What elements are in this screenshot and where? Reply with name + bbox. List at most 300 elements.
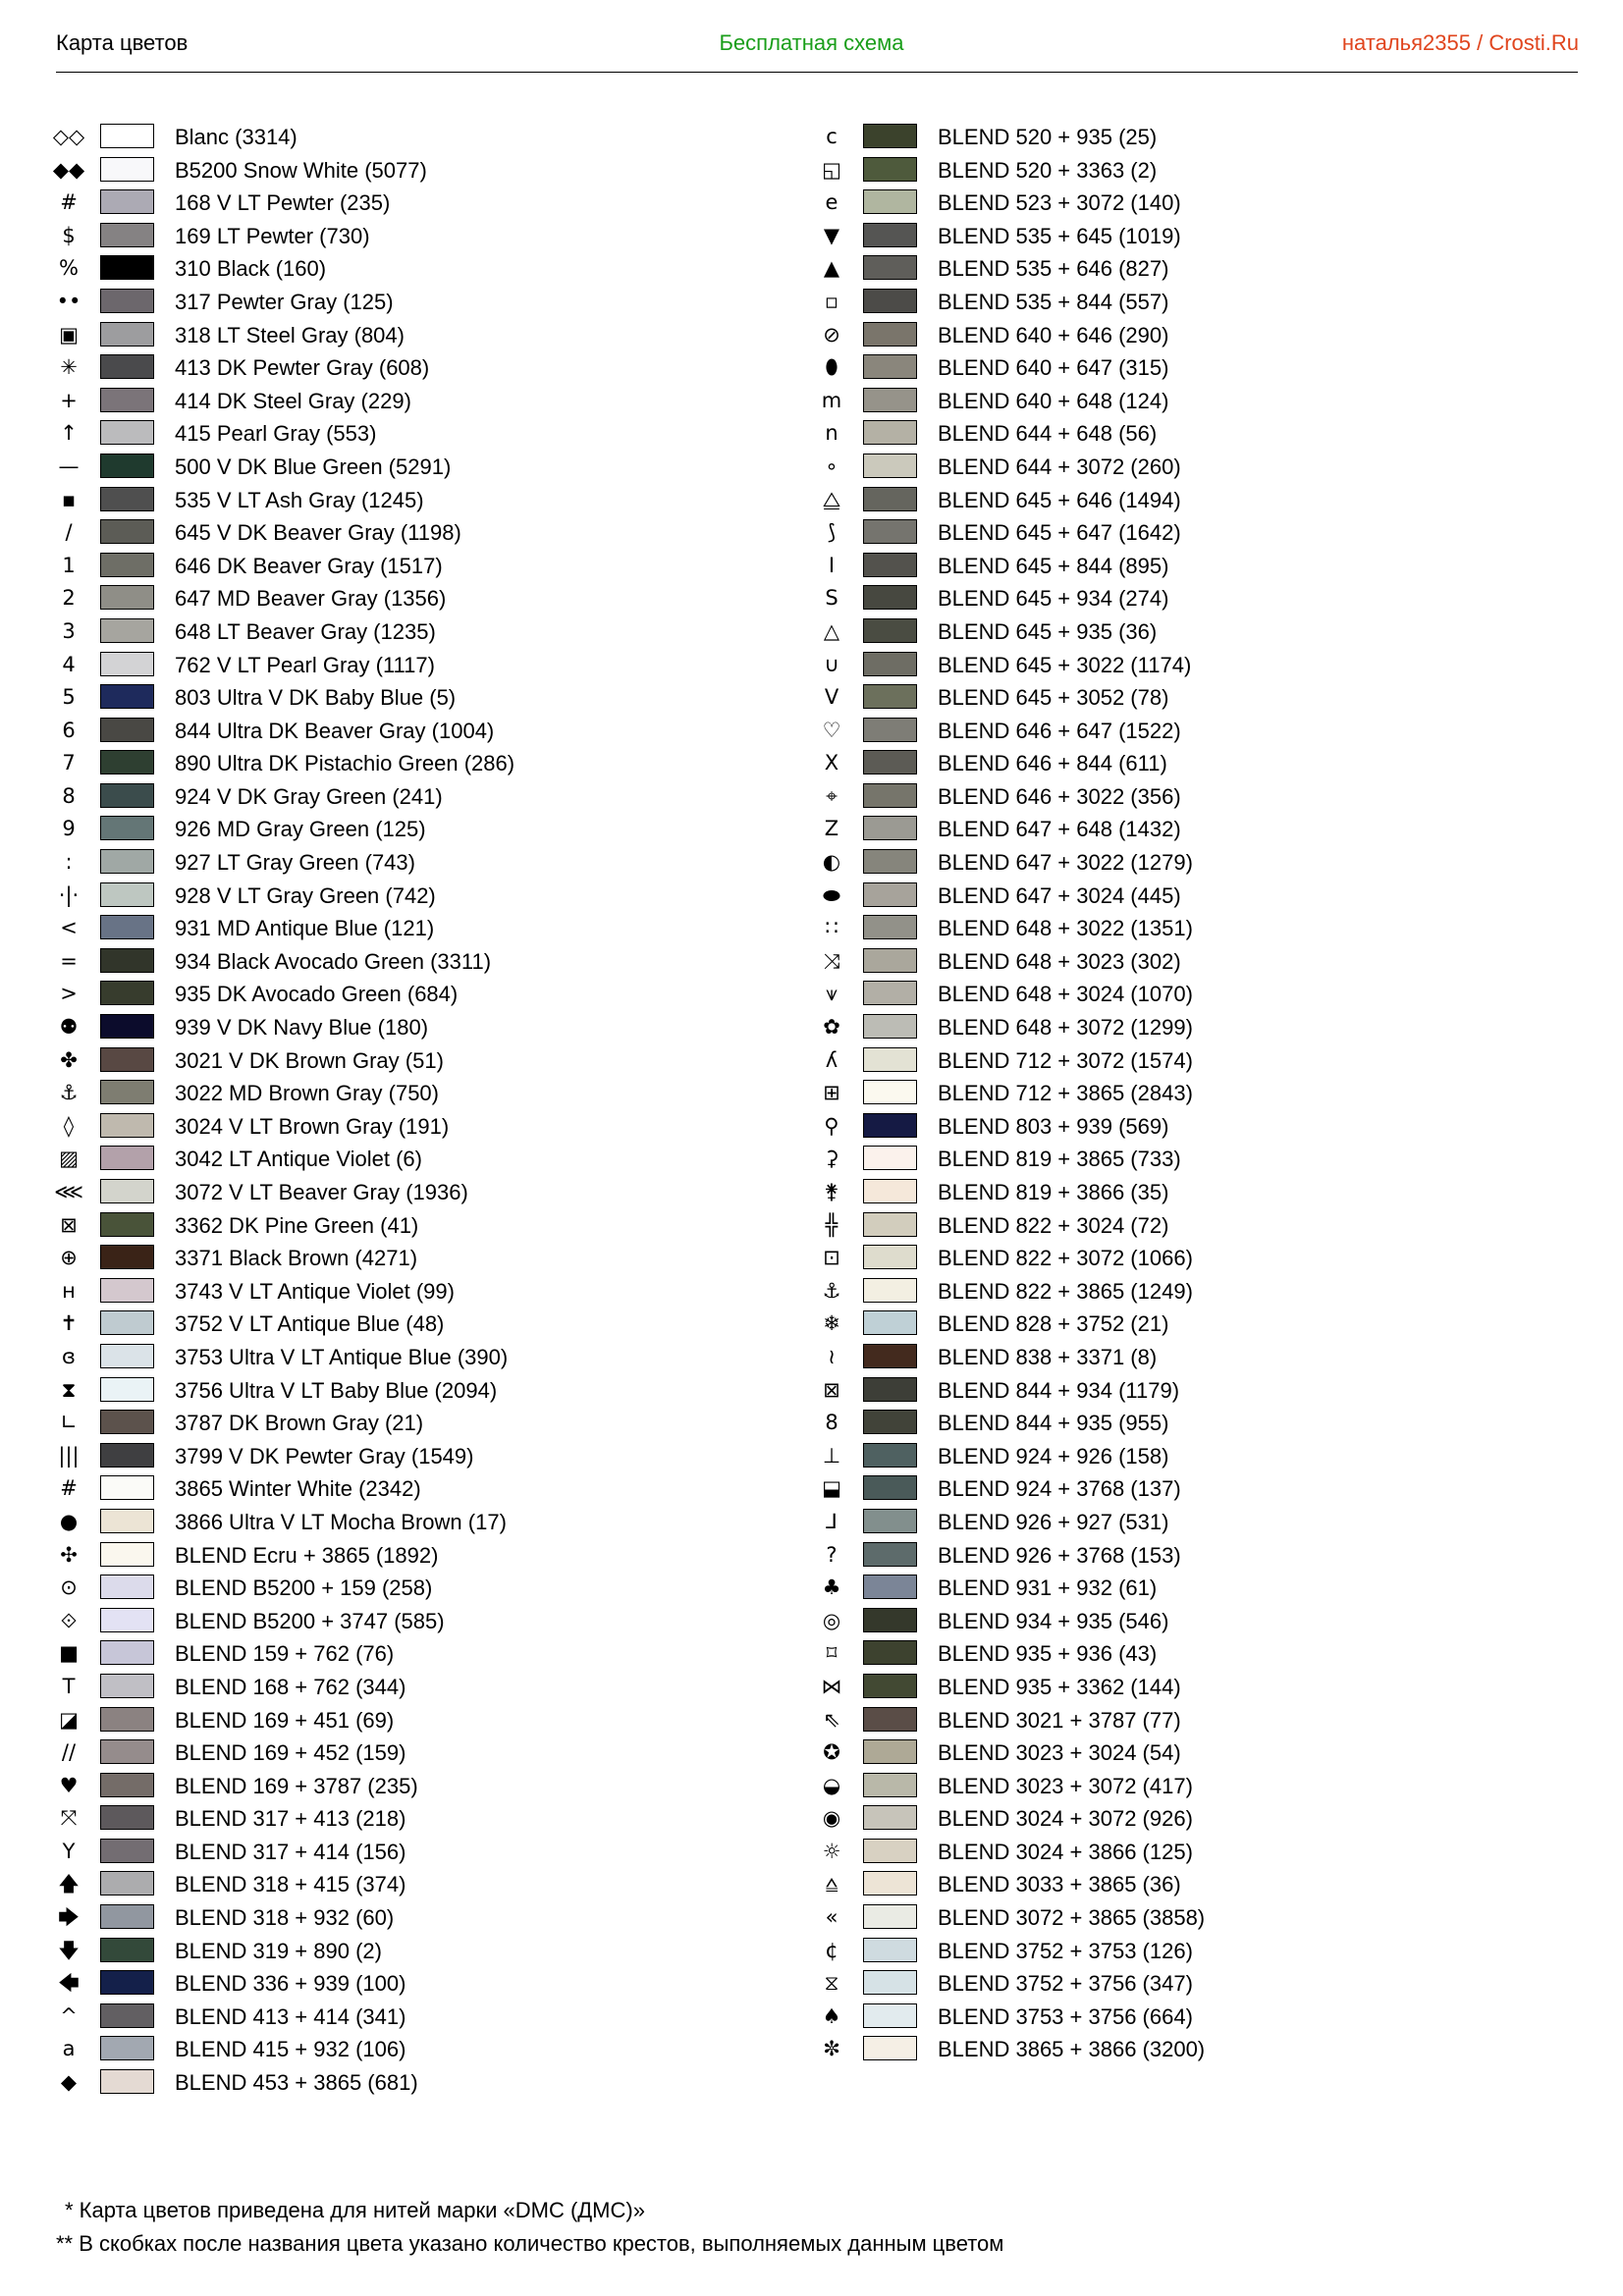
stitch-symbol-icon: 5 [62, 685, 76, 710]
color-label: 646 DK Beaver Gray (1517) [175, 553, 443, 578]
color-label: 931 MD Antique Blue (121) [175, 916, 435, 941]
stitch-symbol-icon: a [62, 2037, 76, 2061]
footnote-counts: ** В скобках после названия цвета указано количество крестов, выполняемых данным цветом [56, 2231, 1004, 2256]
color-label: BLEND 3752 + 3753 (126) [938, 1938, 1193, 1963]
color-swatch [863, 1278, 917, 1303]
color-label: BLEND 822 + 3072 (1066) [938, 1246, 1193, 1271]
stitch-symbol-icon: # [60, 1476, 78, 1501]
stitch-symbol-icon: ∷ [825, 916, 839, 940]
stitch-symbol-icon: = [60, 948, 78, 973]
color-label: BLEND 931 + 932 (61) [938, 1575, 1158, 1601]
color-label: 414 DK Steel Gray (229) [175, 388, 411, 413]
stitch-symbol-icon: ▫ [824, 289, 839, 313]
color-label: Blanc (3314) [175, 125, 298, 149]
color-swatch [100, 519, 154, 544]
color-label: 3371 Black Brown (4271) [175, 1246, 418, 1271]
stitch-symbol-icon: V [824, 685, 839, 710]
color-label: BLEND 3753 + 3756 (664) [938, 2003, 1193, 2029]
color-label: BLEND 640 + 646 (290) [938, 322, 1169, 347]
color-label: BLEND Ecru + 3865 (1892) [175, 1542, 439, 1568]
color-swatch [100, 684, 154, 709]
color-label: 3753 Ultra V LT Antique Blue (390) [175, 1344, 509, 1369]
color-label: BLEND 336 + 939 (100) [175, 1971, 406, 1997]
color-swatch [100, 1377, 154, 1402]
color-label: BLEND 646 + 647 (1522) [938, 718, 1181, 743]
color-label: 3752 V LT Antique Blue (48) [175, 1311, 445, 1337]
stitch-symbol-icon: ʎ [825, 1047, 839, 1072]
color-label: BLEND 646 + 844 (611) [938, 751, 1167, 776]
color-swatch [100, 1608, 154, 1632]
color-swatch [863, 124, 917, 148]
color-label: 500 V DK Blue Green (5291) [175, 454, 452, 479]
color-swatch [100, 322, 154, 347]
color-swatch [863, 849, 917, 874]
color-swatch [100, 1575, 154, 1599]
color-label: BLEND 648 + 3072 (1299) [938, 1015, 1193, 1041]
stitch-symbol-icon: $ [62, 223, 76, 247]
color-swatch [863, 1575, 917, 1599]
color-swatch [863, 1443, 917, 1468]
stitch-symbol-icon: ⟆ [827, 520, 837, 545]
color-label: BLEND 413 + 414 (341) [175, 2003, 406, 2029]
stitch-symbol-icon: < [60, 916, 78, 940]
stitch-symbol-icon: 6 [62, 718, 76, 742]
header-subtitle: Бесплатная схема [719, 30, 904, 55]
color-label: 3743 V LT Antique Violet (99) [175, 1278, 455, 1304]
color-label: BLEND 819 + 3865 (733) [938, 1147, 1181, 1172]
color-label: 415 Pearl Gray (553) [175, 421, 377, 447]
color-swatch [100, 1739, 154, 1764]
color-label: BLEND 640 + 647 (315) [938, 355, 1169, 381]
color-swatch [863, 783, 917, 808]
stitch-symbol-icon: 2 [62, 586, 76, 611]
color-label: 3021 V DK Brown Gray (51) [175, 1047, 444, 1073]
color-label: BLEND 822 + 3024 (72) [938, 1212, 1169, 1238]
color-swatch [100, 1146, 154, 1170]
color-label: BLEND 644 + 648 (56) [938, 421, 1158, 447]
stitch-symbol-icon: ▪ [61, 487, 77, 511]
color-label: BLEND 317 + 414 (156) [175, 1839, 406, 1864]
color-swatch [863, 519, 917, 544]
color-swatch [100, 1805, 154, 1830]
stitch-symbol-icon: ||| [58, 1443, 80, 1468]
stitch-symbol-icon: ✳ [60, 355, 78, 380]
stitch-symbol-icon: ◆ [60, 2070, 78, 2095]
color-swatch [100, 816, 154, 840]
color-swatch [863, 1047, 917, 1072]
color-swatch [863, 1080, 917, 1104]
color-swatch [863, 618, 917, 643]
color-swatch [100, 718, 154, 742]
color-swatch [100, 1179, 154, 1203]
color-swatch [100, 1674, 154, 1698]
color-swatch [100, 1871, 154, 1896]
color-swatch [100, 1443, 154, 1468]
color-swatch [100, 1475, 154, 1500]
stitch-symbol-icon: S [825, 586, 839, 611]
stitch-symbol-icon: ◇◇ [52, 125, 85, 148]
color-swatch [100, 948, 154, 973]
color-label: B5200 Snow White (5077) [175, 157, 427, 183]
stitch-symbol-icon: # [60, 190, 78, 215]
color-swatch [100, 388, 154, 412]
stitch-symbol-icon: ◎ [822, 1608, 841, 1632]
stitch-symbol-icon: н [62, 1278, 76, 1303]
color-swatch [100, 981, 154, 1005]
stitch-symbol-icon: ◱ [822, 157, 841, 182]
color-swatch [863, 2003, 917, 2028]
color-label: BLEND 535 + 844 (557) [938, 289, 1169, 314]
color-label: BLEND 3023 + 3024 (54) [938, 1740, 1181, 1766]
stitch-symbol-icon: ♠ [822, 2003, 841, 2028]
color-label: BLEND 3752 + 3756 (347) [938, 1971, 1193, 1997]
color-label: 413 DK Pewter Gray (608) [175, 355, 430, 381]
color-label: 645 V DK Beaver Gray (1198) [175, 520, 461, 546]
color-label: BLEND 159 + 762 (76) [175, 1641, 395, 1667]
color-swatch [863, 816, 917, 840]
color-swatch [100, 1509, 154, 1533]
color-label: BLEND 935 + 3362 (144) [938, 1674, 1181, 1699]
color-swatch [863, 1344, 917, 1368]
color-swatch [100, 1344, 154, 1368]
stitch-symbol-icon: ♣ [822, 1575, 841, 1600]
color-swatch [100, 1904, 154, 1929]
color-swatch [863, 157, 917, 182]
stitch-symbol-icon: ⩛ [826, 982, 838, 1006]
stitch-symbol-icon: ⬬ [823, 882, 840, 907]
stitch-symbol-icon: ⊕ [60, 1246, 78, 1270]
stitch-symbol-icon: ⧋ [822, 487, 841, 511]
stitch-symbol-icon: 🡇 [58, 1938, 80, 1962]
color-swatch [100, 849, 154, 874]
color-label: BLEND 415 + 932 (106) [175, 2037, 406, 2062]
color-label: 934 Black Avocado Green (3311) [175, 948, 492, 974]
stitch-symbol-icon: ⊞ [823, 1081, 840, 1105]
color-label: 3799 V DK Pewter Gray (1549) [175, 1443, 474, 1468]
color-swatch [100, 1245, 154, 1269]
color-swatch [863, 1640, 917, 1665]
color-label: 927 LT Gray Green (743) [175, 850, 415, 876]
color-swatch [100, 1707, 154, 1732]
stitch-symbol-icon: 🡆 [58, 1905, 80, 1930]
color-swatch [863, 915, 917, 939]
color-label: BLEND 3024 + 3072 (926) [938, 1806, 1193, 1832]
color-label: 3756 Ultra V LT Baby Blue (2094) [175, 1377, 498, 1403]
color-label: BLEND 819 + 3866 (35) [938, 1180, 1169, 1204]
color-label: BLEND 3021 + 3787 (77) [938, 1707, 1181, 1733]
color-swatch [100, 585, 154, 610]
stitch-symbol-icon: ⅃ [826, 1509, 838, 1533]
color-swatch [100, 2069, 154, 2094]
color-swatch [863, 1871, 917, 1896]
color-swatch [100, 1310, 154, 1335]
color-label: 3866 Ultra V LT Mocha Brown (17) [175, 1509, 507, 1534]
stitch-symbol-icon: ⚓ [822, 1278, 841, 1303]
color-label: BLEND 3072 + 3865 (3858) [938, 1905, 1206, 1931]
stitch-symbol-icon: ✝ [60, 1311, 78, 1336]
color-swatch [863, 1839, 917, 1863]
color-swatch [863, 1674, 917, 1698]
color-label: BLEND B5200 + 159 (258) [175, 1575, 433, 1601]
stitch-symbol-icon: Z [824, 817, 839, 841]
color-label: BLEND 523 + 3072 (140) [938, 190, 1181, 216]
color-label: BLEND B5200 + 3747 (585) [175, 1608, 445, 1633]
color-label: BLEND 924 + 926 (158) [938, 1443, 1169, 1468]
stitch-symbol-icon: ⋘ [54, 1180, 83, 1203]
color-label: 318 LT Steel Gray (804) [175, 322, 405, 347]
color-swatch [100, 1773, 154, 1797]
color-swatch [100, 882, 154, 907]
color-label: BLEND 712 + 3865 (2843) [938, 1081, 1193, 1106]
color-swatch [100, 915, 154, 939]
stitch-symbol-icon: m [821, 388, 842, 412]
color-label: BLEND 169 + 452 (159) [175, 1740, 406, 1766]
stitch-symbol-icon: ◪ [59, 1707, 79, 1732]
color-label: BLEND 935 + 936 (43) [938, 1641, 1158, 1667]
color-swatch [863, 1310, 917, 1335]
stitch-symbol-icon: I [828, 553, 836, 577]
color-label: 3072 V LT Beaver Gray (1936) [175, 1180, 468, 1204]
color-label: BLEND 3024 + 3866 (125) [938, 1839, 1193, 1864]
color-swatch [100, 487, 154, 511]
color-label: BLEND 647 + 3022 (1279) [938, 850, 1193, 876]
color-swatch [100, 2036, 154, 2060]
color-swatch [863, 1014, 917, 1039]
color-label: 3787 DK Brown Gray (21) [175, 1411, 424, 1436]
stitch-symbol-icon: ✪ [823, 1740, 840, 1765]
stitch-symbol-icon: ⊥ [822, 1443, 841, 1468]
header-divider [56, 72, 1578, 73]
color-swatch [100, 783, 154, 808]
stitch-symbol-icon: / [65, 520, 73, 545]
stitch-symbol-icon: ▼ [823, 223, 840, 247]
stitch-symbol-icon: ▣ [59, 322, 79, 347]
color-swatch [100, 1640, 154, 1665]
stitch-symbol-icon: ⌑ [826, 1641, 838, 1666]
color-label: BLEND 647 + 648 (1432) [938, 817, 1181, 842]
page-title: Карта цветов [56, 30, 189, 55]
color-label: BLEND 647 + 3024 (445) [938, 882, 1181, 908]
color-swatch [863, 1773, 917, 1797]
color-swatch [863, 354, 917, 379]
color-swatch [100, 289, 154, 313]
color-label: BLEND 645 + 646 (1494) [938, 487, 1181, 512]
color-label: 762 V LT Pearl Gray (1117) [175, 652, 435, 677]
color-label: BLEND 168 + 762 (344) [175, 1674, 406, 1699]
stitch-symbol-icon: : [65, 850, 73, 875]
color-swatch [863, 1245, 917, 1269]
stitch-symbol-icon: 🡄 [58, 1971, 80, 1996]
color-swatch [863, 223, 917, 247]
stitch-symbol-icon: ≀ [828, 1344, 836, 1368]
color-swatch [863, 652, 917, 676]
color-swatch [100, 157, 154, 182]
stitch-symbol-icon: 1 [62, 553, 76, 577]
color-label: BLEND 318 + 415 (374) [175, 1872, 406, 1897]
stitch-symbol-icon: ◉ [822, 1806, 841, 1831]
stitch-symbol-icon: ⚓ [59, 1081, 79, 1105]
stitch-symbol-icon: ✣ [60, 1542, 78, 1567]
color-swatch [100, 255, 154, 280]
color-swatch [100, 189, 154, 214]
color-label: BLEND 844 + 935 (955) [938, 1411, 1169, 1436]
stitch-symbol-icon: ⧖ [824, 1971, 839, 1996]
color-label: 803 Ultra V DK Baby Blue (5) [175, 685, 457, 711]
color-label: 890 Ultra DK Pistachio Green (286) [175, 751, 515, 776]
stitch-symbol-icon: ⋈ [821, 1674, 842, 1698]
stitch-symbol-icon: ⚳ [824, 1147, 839, 1171]
stitch-symbol-icon: ● [59, 1509, 79, 1533]
stitch-symbol-icon: ⤨ [823, 948, 840, 973]
stitch-symbol-icon: ▲ [823, 256, 840, 281]
stitch-symbol-icon: ❄ [823, 1311, 840, 1336]
stitch-symbol-icon: ∪ [824, 652, 839, 676]
stitch-symbol-icon: ✤ [60, 1047, 78, 1072]
color-swatch [863, 1542, 917, 1567]
color-label: BLEND 926 + 3768 (153) [938, 1542, 1181, 1568]
color-swatch [100, 1080, 154, 1104]
footnote-brand: * Карта цветов приведена для нитей марки «DMC (ДМС)» [65, 2198, 645, 2222]
stitch-symbol-icon: ⚵ [824, 1180, 839, 1203]
color-swatch [100, 420, 154, 445]
color-label: BLEND 319 + 890 (2) [175, 1938, 382, 1963]
color-label: BLEND 535 + 646 (827) [938, 256, 1169, 282]
color-swatch [100, 1410, 154, 1434]
stitch-symbol-icon: ∘ [825, 454, 839, 478]
stitch-symbol-icon: ◆◆ [52, 157, 85, 182]
color-label: BLEND 453 + 3865 (681) [175, 2070, 418, 2096]
color-label: BLEND 169 + 451 (69) [175, 1707, 395, 1733]
stitch-symbol-icon: 7 [62, 751, 76, 775]
color-label: BLEND 926 + 927 (531) [938, 1509, 1169, 1534]
color-swatch [100, 354, 154, 379]
color-label: 310 Black (160) [175, 256, 327, 282]
color-label: BLEND 3023 + 3072 (417) [938, 1773, 1193, 1798]
color-label: 935 DK Avocado Green (684) [175, 982, 459, 1007]
stitch-symbol-icon: •• [56, 289, 81, 313]
stitch-symbol-icon: ɞ [62, 1344, 76, 1368]
color-swatch [863, 1904, 917, 1929]
stitch-symbol-icon: ⧗ [61, 1377, 77, 1402]
stitch-symbol-icon: ⊙ [60, 1575, 78, 1600]
stitch-symbol-icon: 9 [62, 817, 76, 841]
stitch-symbol-icon: ⊠ [823, 1377, 840, 1402]
stitch-symbol-icon: ⩠ [825, 1872, 839, 1896]
color-label: BLEND 3865 + 3866 (3200) [938, 2037, 1206, 2062]
color-swatch [863, 289, 917, 313]
color-label: 924 V DK Gray Green (241) [175, 783, 443, 809]
color-swatch [100, 223, 154, 247]
color-swatch [100, 1113, 154, 1138]
color-label: BLEND 645 + 647 (1642) [938, 520, 1181, 546]
color-swatch [863, 1179, 917, 1203]
stitch-symbol-icon: ↑ [60, 421, 78, 446]
color-swatch [863, 189, 917, 214]
stitch-symbol-icon: ⬓ [822, 1476, 841, 1501]
color-label: BLEND 169 + 3787 (235) [175, 1773, 418, 1798]
stitch-symbol-icon: T [62, 1674, 76, 1698]
color-swatch [863, 1938, 917, 1962]
stitch-symbol-icon: « [825, 1905, 839, 1930]
stitch-symbol-icon: ◐ [822, 850, 841, 875]
color-label: 317 Pewter Gray (125) [175, 289, 394, 314]
stitch-symbol-icon: 8 [825, 1411, 839, 1435]
color-swatch [100, 1047, 154, 1072]
color-swatch [100, 124, 154, 148]
stitch-symbol-icon: % [59, 256, 79, 281]
color-label: BLEND 645 + 3052 (78) [938, 685, 1169, 711]
color-swatch [100, 1970, 154, 1995]
stitch-symbol-icon: 8 [62, 783, 76, 808]
color-swatch [863, 553, 917, 577]
color-label: BLEND 646 + 3022 (356) [938, 783, 1181, 809]
stitch-symbol-icon: 4 [62, 652, 76, 676]
stitch-symbol-icon: ∟ [60, 1411, 78, 1435]
color-label: BLEND 645 + 3022 (1174) [938, 652, 1192, 677]
stitch-symbol-icon: ⟐ [60, 1608, 78, 1632]
header-author: наталья2355 / Crosti.Ru [1341, 30, 1579, 55]
color-label: BLEND 520 + 935 (25) [938, 125, 1158, 149]
stitch-symbol-icon: > [60, 982, 78, 1006]
stitch-symbol-icon: △ [823, 618, 840, 643]
color-label: 168 V LT Pewter (235) [175, 190, 391, 216]
stitch-symbol-icon: X [824, 751, 839, 775]
color-swatch [863, 718, 917, 742]
color-label: BLEND 648 + 3024 (1070) [938, 982, 1193, 1007]
color-swatch [863, 981, 917, 1005]
stitch-symbol-icon: ⚉ [59, 1015, 79, 1040]
color-swatch [100, 1014, 154, 1039]
color-label: BLEND 645 + 844 (895) [938, 553, 1169, 578]
color-label: BLEND 838 + 3371 (8) [938, 1344, 1158, 1369]
stitch-symbol-icon: ⊘ [823, 322, 840, 347]
color-label: BLEND 520 + 3363 (2) [938, 157, 1158, 183]
color-label: BLEND 803 + 939 (569) [938, 1113, 1169, 1139]
stitch-symbol-icon: ◊ [63, 1113, 75, 1138]
color-label: 3865 Winter White (2342) [175, 1476, 421, 1502]
stitch-symbol-icon: ▨ [59, 1147, 79, 1171]
color-swatch [100, 618, 154, 643]
stitch-symbol-icon: ◒ [822, 1773, 841, 1797]
color-swatch [863, 1377, 917, 1402]
stitch-symbol-icon: ·|· [58, 882, 80, 907]
color-label: BLEND 828 + 3752 (21) [938, 1311, 1169, 1337]
stitch-symbol-icon: ⚲ [824, 1113, 839, 1138]
stitch-symbol-icon: ✼ [823, 2037, 840, 2061]
stitch-symbol-icon: + [60, 388, 78, 412]
stitch-symbol-icon: ♡ [822, 718, 841, 742]
color-swatch [863, 585, 917, 610]
color-swatch [863, 1805, 917, 1830]
color-swatch [863, 750, 917, 774]
color-swatch [863, 1475, 917, 1500]
color-swatch [100, 750, 154, 774]
color-swatch [100, 1839, 154, 1863]
stitch-symbol-icon: ? [826, 1542, 838, 1567]
stitch-symbol-icon: ¢ [825, 1938, 839, 1962]
color-swatch [100, 2003, 154, 2028]
color-swatch [863, 684, 917, 709]
color-label: BLEND 844 + 934 (1179) [938, 1377, 1180, 1403]
color-label: 3022 MD Brown Gray (750) [175, 1081, 439, 1106]
color-swatch [863, 388, 917, 412]
color-swatch [863, 1410, 917, 1434]
color-label: BLEND 317 + 413 (218) [175, 1806, 406, 1832]
color-swatch [863, 420, 917, 445]
color-swatch [100, 1212, 154, 1237]
color-label: BLEND 934 + 935 (546) [938, 1608, 1169, 1633]
stitch-symbol-icon: ⤧ [60, 1806, 78, 1831]
